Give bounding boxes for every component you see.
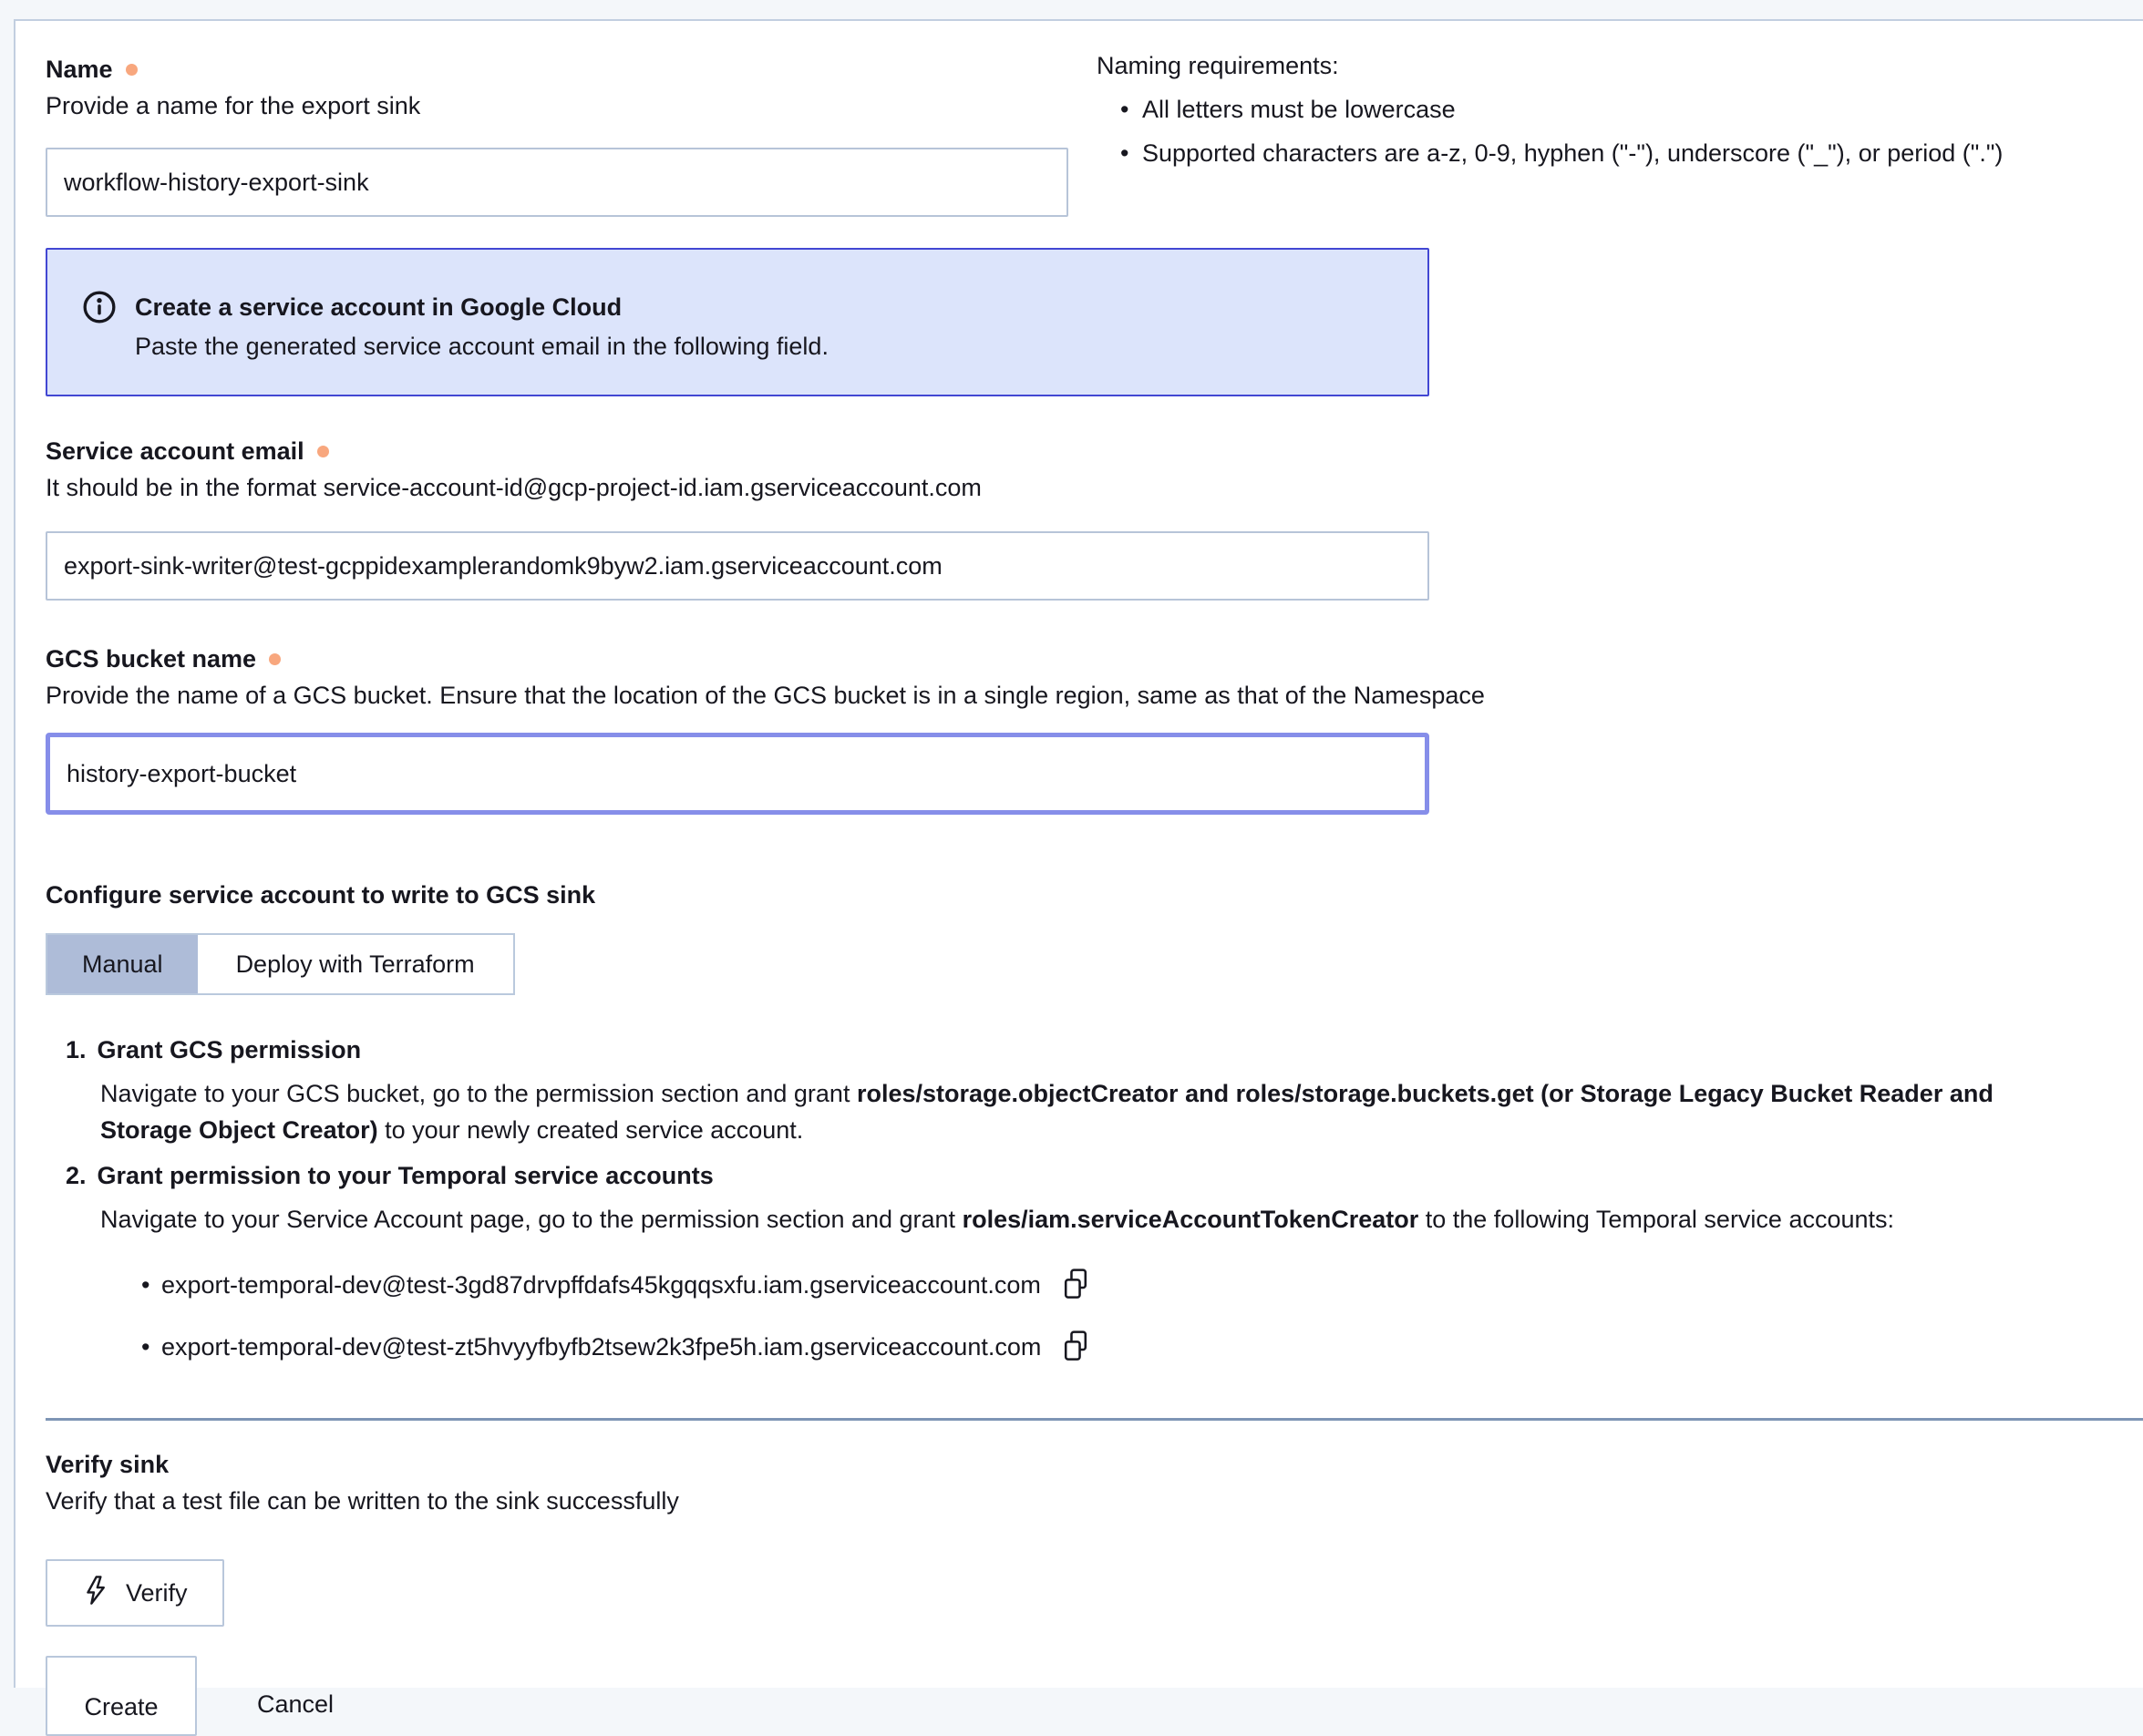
- service-account-row: [141, 1267, 2092, 1303]
- naming-requirements: [1097, 47, 2143, 171]
- step-2-text-bold: roles/iam.serviceAccountTokenCreator: [962, 1206, 1419, 1233]
- step-1-text-suffix: to your newly created service account.: [377, 1116, 804, 1144]
- name-description: Provide a name for the export sink: [46, 92, 421, 119]
- service-account-row: [141, 1329, 2092, 1365]
- step-2-text-prefix: Navigate to your Service Account page, go to the permission section and grant: [100, 1206, 963, 1233]
- bullet-icon: •: [141, 1271, 150, 1299]
- gcs-bucket-name-label: GCS bucket name: [46, 645, 257, 673]
- service-account-email-label: Service account email: [46, 437, 304, 465]
- export-sink-form-panel: [14, 19, 2143, 1721]
- verify-sink-description: Verify that a test file can be written to the sink successfully: [46, 1487, 679, 1515]
- copy-icon: [1061, 1330, 1090, 1365]
- step-1-text-prefix: Navigate to your GCS bucket, go to the permission section and grant: [100, 1080, 857, 1107]
- step-2-text-suffix: to the following Temporal service accounts:: [1418, 1206, 1895, 1233]
- temporal-service-account-email: export-temporal-dev@test-3gd87drvpffdafs45kgqqsxfu.iam.gserviceaccount.com: [161, 1271, 1041, 1299]
- info-banner-title: Create a service account in Google Cloud: [135, 293, 623, 321]
- service-account-email-input[interactable]: [46, 531, 1429, 601]
- gcs-bucket-name-label-row: [46, 641, 2092, 677]
- naming-requirements-title: Naming requirements:: [1097, 52, 1339, 79]
- required-dot-icon: [269, 653, 281, 665]
- verify-sink-heading: Verify sink: [46, 1451, 170, 1478]
- step-1-text-bold: roles/storage.objectCreator and roles/storage.buckets.get (or Storage Legacy Bucket Reader and Storage Object Creator): [100, 1080, 1994, 1144]
- step-1-title: Grant GCS permission: [97, 1036, 362, 1063]
- tab-manual[interactable]: Manual: [47, 935, 198, 993]
- temporal-service-account-email: export-temporal-dev@test-zt5hvyyfbyfb2tsew2k3fpe5h.iam.gserviceaccount.com: [161, 1333, 1042, 1361]
- lightning-bolt-icon: [82, 1575, 109, 1612]
- configure-tab-group: [46, 933, 515, 995]
- gcs-bucket-name-input[interactable]: [46, 733, 1429, 815]
- required-dot-icon: [126, 64, 138, 76]
- actions-row: [46, 1656, 2092, 1736]
- info-banner: [46, 248, 1429, 396]
- step-2-title: Grant permission to your Temporal service accounts: [97, 1162, 714, 1189]
- gcs-bucket-name-description: Provide the name of a GCS bucket. Ensure that the location of the GCS bucket is in a single region, same as that of the Namespace: [46, 682, 1485, 709]
- required-dot-icon: [317, 446, 329, 457]
- naming-requirements-list: [1097, 91, 2143, 171]
- service-account-email-label-row: [46, 433, 2092, 469]
- name-label: Name: [46, 56, 113, 83]
- form-content: [15, 21, 2143, 1736]
- step-1-body: [100, 1075, 2087, 1148]
- cancel-button[interactable]: Cancel: [257, 1690, 335, 1718]
- step-1-title-row: [66, 1032, 2092, 1068]
- bullet-icon: •: [141, 1333, 150, 1361]
- create-button[interactable]: Create: [46, 1656, 197, 1736]
- naming-requirement-item: • All letters must be lowercase: [1097, 91, 2143, 128]
- naming-requirement-item: • Supported characters are a-z, 0-9, hyphen ("-"), underscore ("_"), or period ("."): [1097, 135, 2143, 171]
- step-2-title-row: [66, 1157, 2092, 1194]
- service-account-email-description: It should be in the format service-account-id@gcp-project-id.iam.gserviceaccount.com: [46, 474, 982, 501]
- step-1-number: 1.: [66, 1036, 87, 1063]
- info-banner-text: [135, 288, 829, 367]
- copy-icon: [1061, 1268, 1090, 1303]
- copy-button[interactable]: [1061, 1268, 1090, 1303]
- info-icon: [82, 290, 117, 367]
- configure-section-heading: Configure service account to write to GCS sink: [46, 881, 596, 909]
- tab-deploy-with-terraform[interactable]: Deploy with Terraform: [198, 935, 513, 993]
- verify-button[interactable]: [46, 1559, 224, 1627]
- step-2-body: [100, 1201, 2087, 1238]
- copy-button[interactable]: [1061, 1330, 1090, 1365]
- step-2-number: 2.: [66, 1162, 87, 1189]
- info-banner-body: Paste the generated service account email in the following field.: [135, 333, 829, 360]
- section-divider: [46, 1418, 2143, 1421]
- name-input[interactable]: [46, 148, 1068, 217]
- verify-button-label: Verify: [126, 1578, 188, 1607]
